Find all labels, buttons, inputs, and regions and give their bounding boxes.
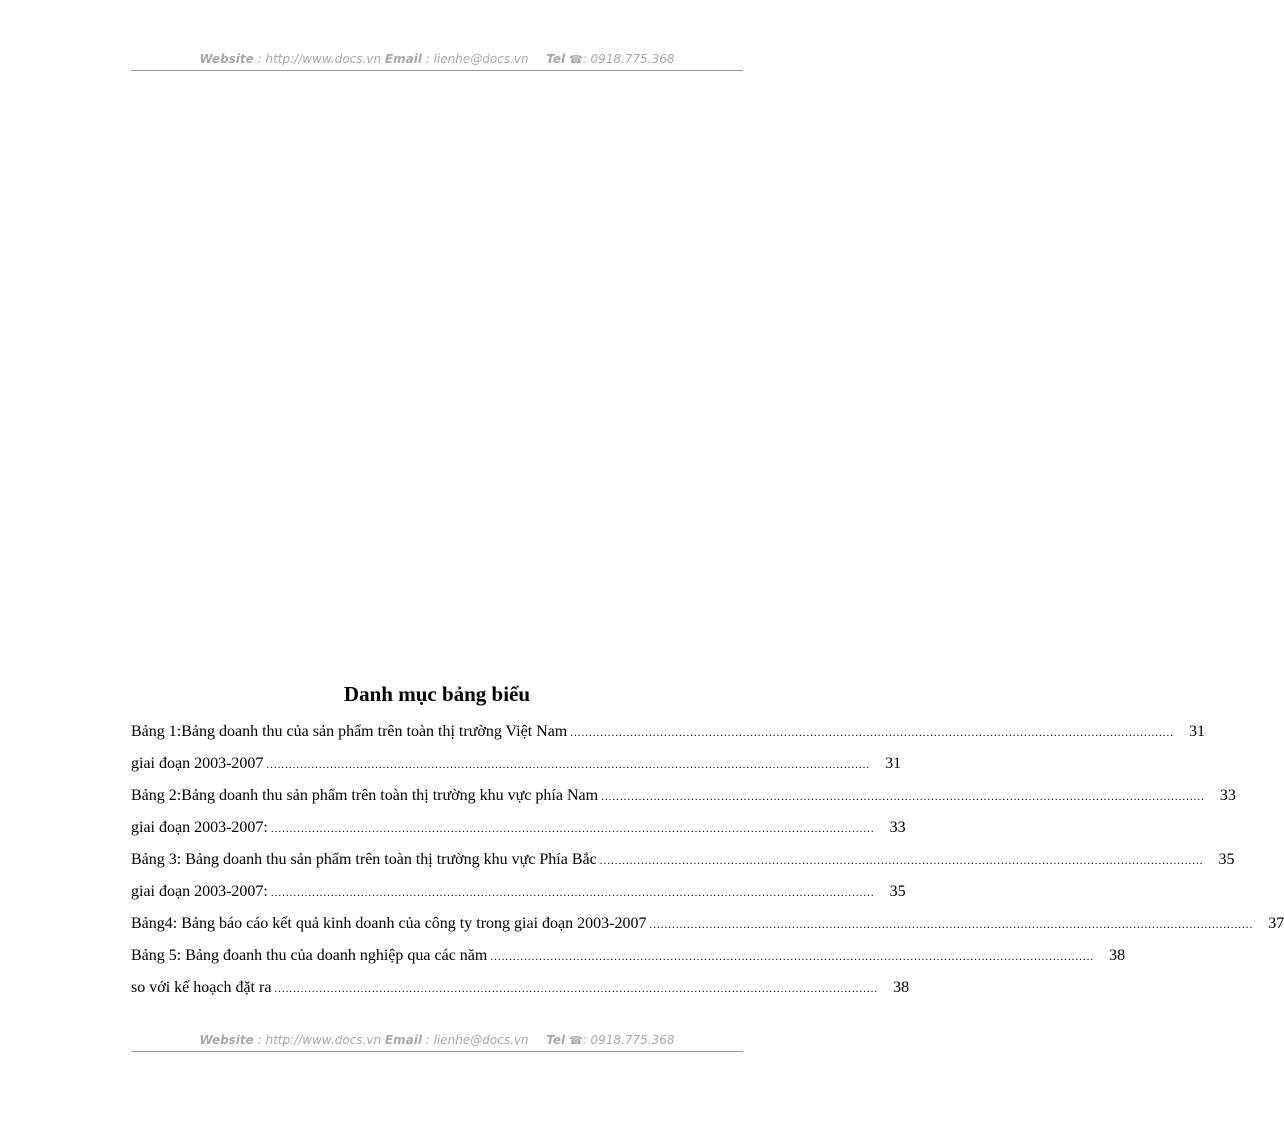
footer-email-label: Email — [384, 1033, 422, 1047]
list-item-page: 31 — [885, 755, 902, 772]
table-list — [131, 718, 1284, 1006]
dot-leader: ................................................................................................................................................................. — [601, 791, 1205, 803]
list-item[interactable] — [131, 750, 902, 782]
list-item-text: giai đoạn 2003-2007: — [131, 819, 268, 836]
dot-leader: ................................................................................................................................................................. — [274, 983, 879, 995]
footer-tel-label: Tel — [546, 1033, 566, 1047]
list-item-page: 33 — [889, 819, 906, 836]
list-item[interactable] — [131, 782, 1236, 814]
dot-leader: ................................................................................................................................................................. — [649, 919, 1254, 931]
dot-leader: ................................................................................................................................................................. — [599, 855, 1204, 867]
page-header — [131, 52, 743, 66]
list-item-page: 35 — [889, 883, 906, 900]
dot-leader: ................................................................................................................................................................. — [490, 951, 1095, 963]
list-item-page: 35 — [1218, 851, 1235, 868]
footer-tel-value: : 0918.775.368 — [582, 1033, 675, 1047]
list-item[interactable] — [131, 910, 1284, 942]
phone-icon: ☎ — [568, 53, 583, 66]
header-website-value[interactable]: : http://www.docs.vn — [257, 52, 382, 66]
page-footer — [131, 1033, 743, 1047]
list-item-text: Bảng4: Bảng báo cáo kết quả kinh doanh của công ty trong giai đoạn 2003-2007 — [131, 915, 647, 932]
list-item-page: 33 — [1219, 787, 1236, 804]
footer-website-label: Website — [199, 1033, 254, 1047]
footer-email-value[interactable]: : lienhe@docs.vn — [425, 1033, 529, 1047]
list-item[interactable] — [131, 942, 1126, 974]
list-item-page: 38 — [1109, 947, 1126, 964]
list-item[interactable] — [131, 814, 906, 846]
header-email-value[interactable]: : lienhe@docs.vn — [425, 52, 529, 66]
list-item-page: 31 — [1188, 723, 1205, 740]
dot-leader: ................................................................................................................................................................. — [570, 727, 1174, 739]
list-item[interactable] — [131, 974, 910, 1006]
header-divider — [131, 70, 743, 71]
dot-leader: ................................................................................................................................................................. — [270, 887, 875, 899]
header-tel-label: Tel — [546, 52, 566, 66]
list-item-page: 37 — [1268, 915, 1284, 932]
list-item-page: 38 — [893, 979, 910, 996]
dot-leader: ................................................................................................................................................................. — [270, 823, 875, 835]
list-item[interactable] — [131, 878, 906, 910]
list-item-text: giai đoạn 2003-2007: — [131, 883, 268, 900]
header-email-label: Email — [384, 52, 422, 66]
page-title: Danh mục bảng biểu — [343, 682, 531, 706]
list-item-text: Bảng 1:Bảng doanh thu của sản phẩm trên toàn thị trường Việt Nam — [131, 723, 568, 740]
list-item-text: giai đoạn 2003-2007 — [131, 755, 264, 772]
footer-website-value[interactable]: : http://www.docs.vn — [257, 1033, 382, 1047]
header-tel-value: : 0918.775.368 — [582, 52, 675, 66]
list-item[interactable] — [131, 718, 1205, 750]
list-item-text: Bảng 5: Bảng đoanh thu của doanh nghiệp qua các năm — [131, 947, 488, 964]
list-item-text: Bảng 3: Bảng doanh thu sản phẩm trên toàn thị trường khu vực Phía Bắc — [131, 851, 597, 868]
list-item-text: Bảng 2:Bảng doanh thu sản phẩm trên toàn thị trường khu vực phía Nam — [131, 787, 599, 804]
footer-divider — [131, 1051, 743, 1052]
dot-leader: ................................................................................................................................................................. — [266, 759, 871, 771]
header-website-label: Website — [199, 52, 254, 66]
list-item-text: so với kế hoạch đặt ra — [131, 979, 272, 996]
phone-icon: ☎ — [568, 1034, 583, 1047]
list-item[interactable] — [131, 846, 1235, 878]
